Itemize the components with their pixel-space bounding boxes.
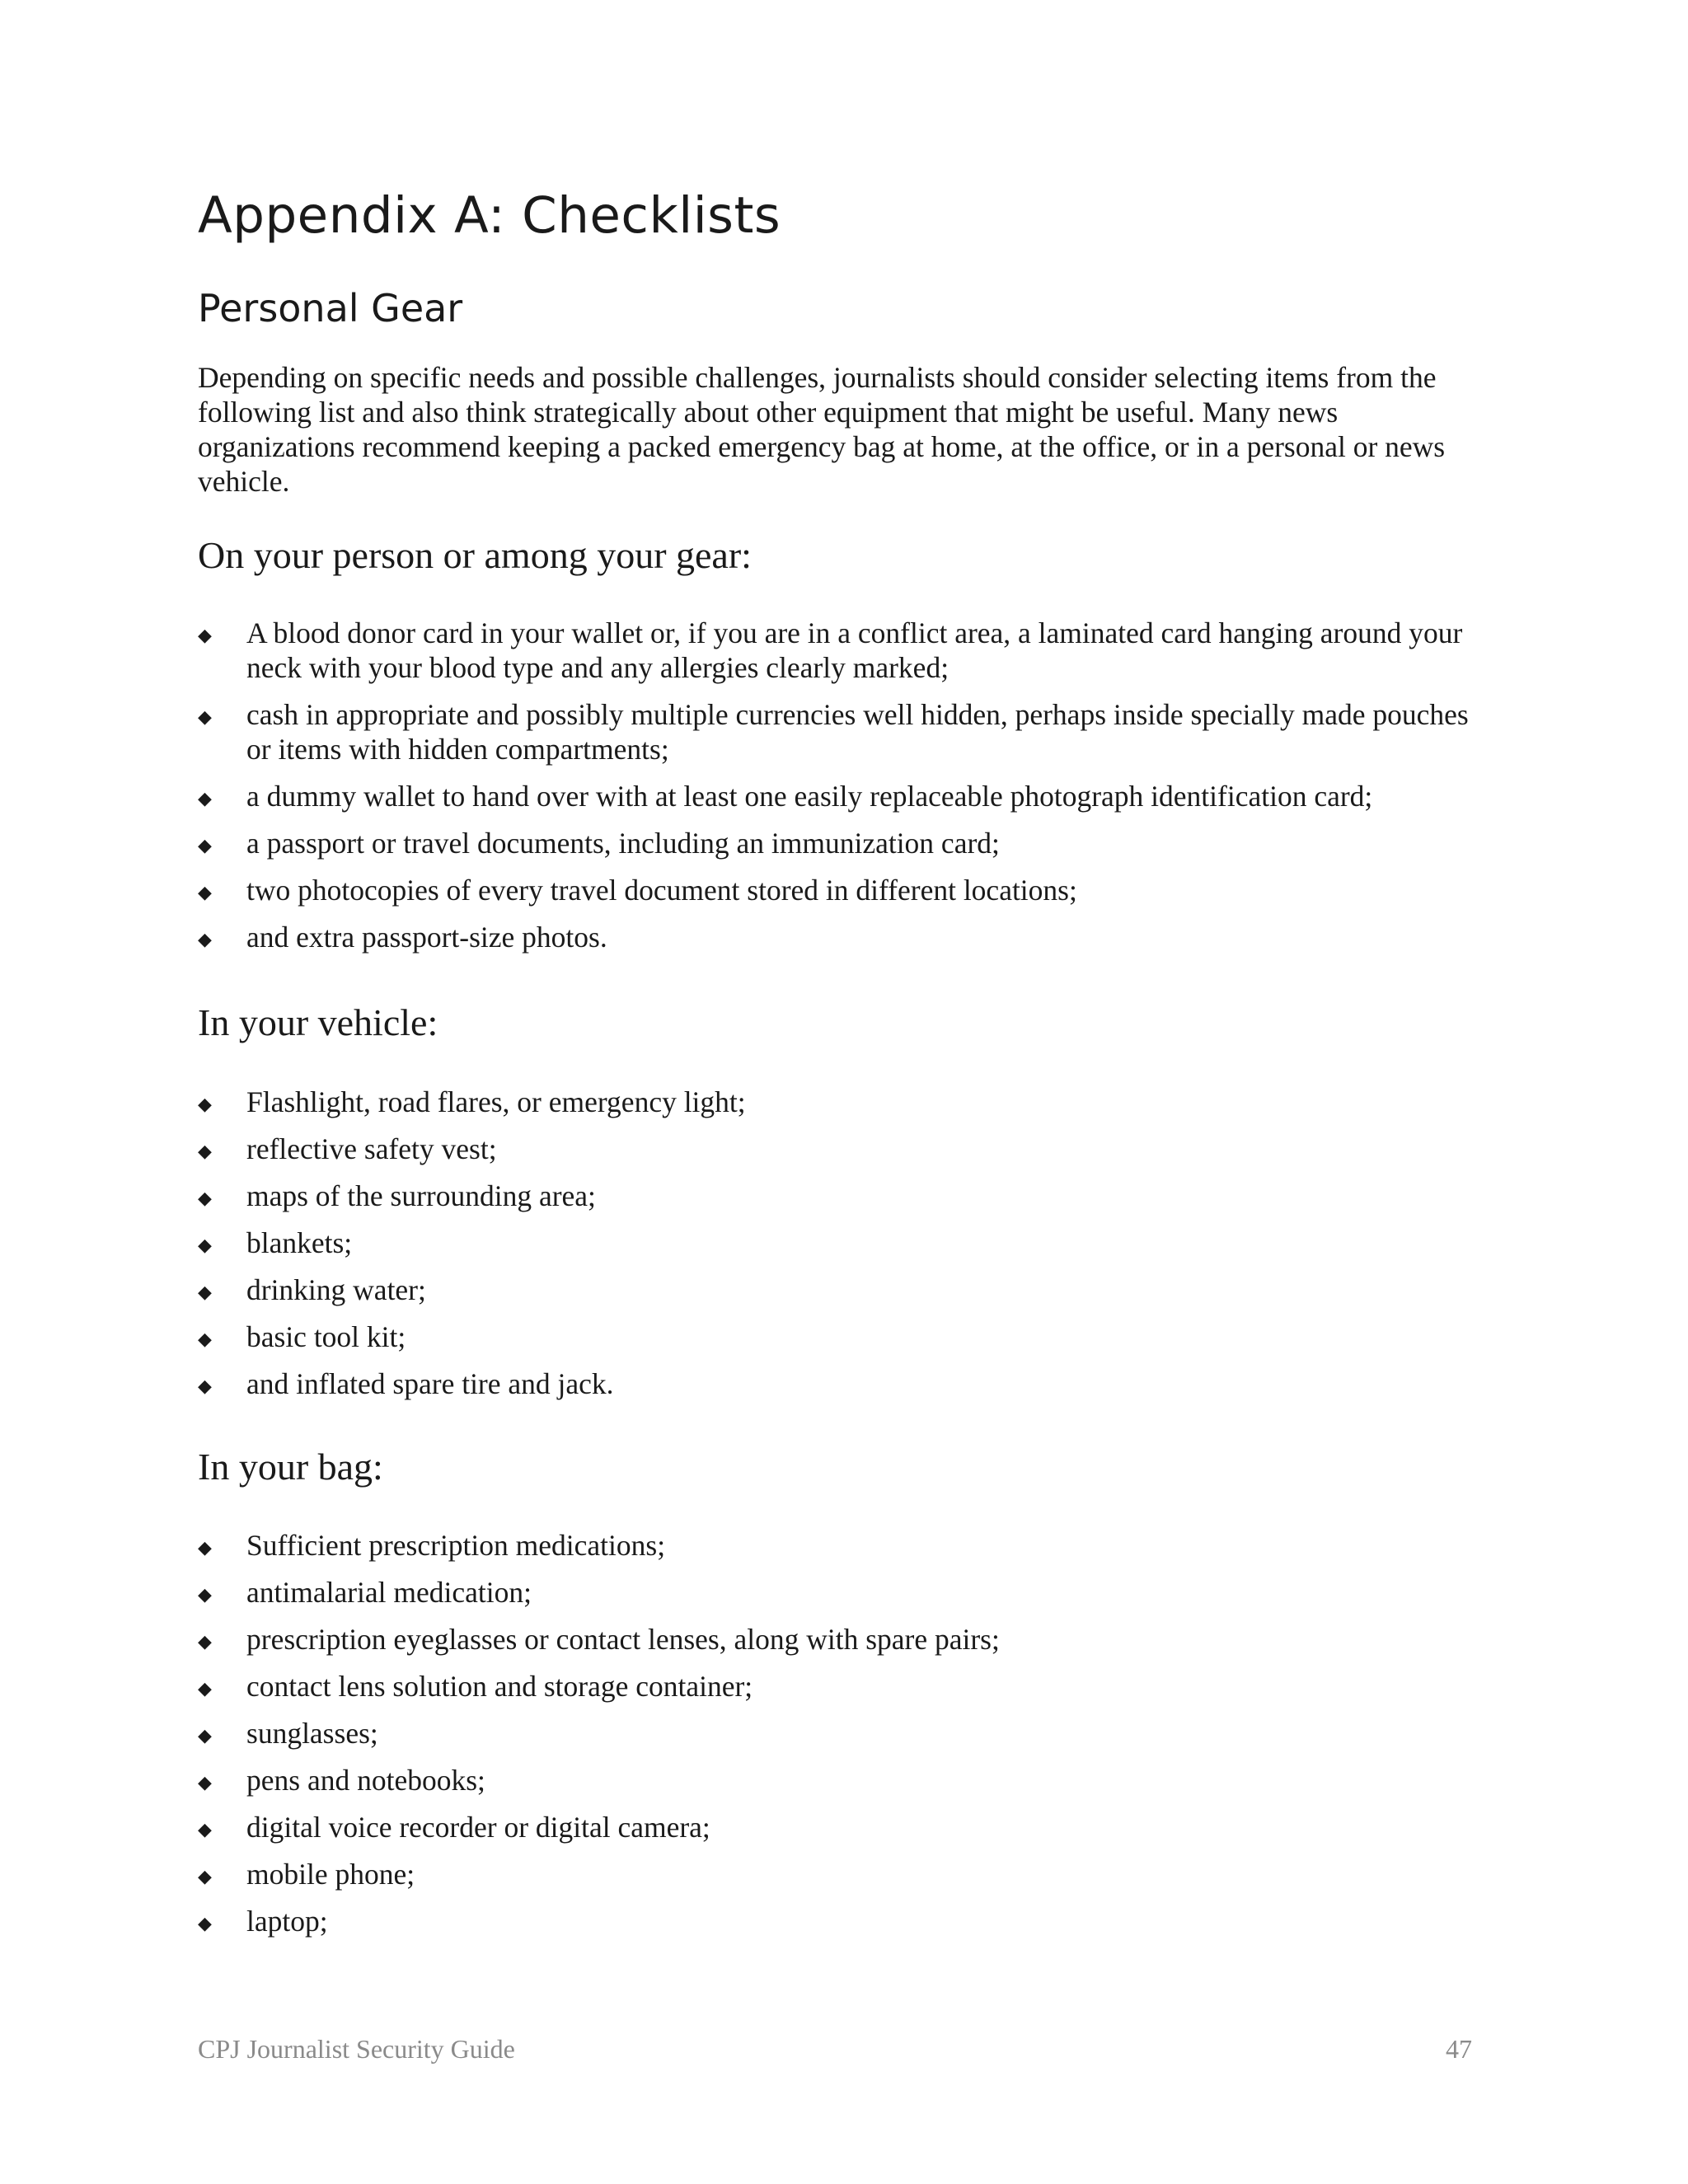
list-item [198,1763,1484,1797]
list-item-text: maps of the surrounding area; [246,1179,596,1212]
list-item [198,1810,1484,1844]
list-item-text: Sufficient prescription medications; [246,1529,666,1562]
footer-guide-title: CPJ Journalist Security Guide [198,2034,515,2064]
list-item-text: and extra passport-size photos. [246,921,607,954]
bullet-icon: ◆ [198,1188,212,1208]
list-item [198,826,1484,860]
list-item-text: contact lens solution and storage container; [246,1670,753,1703]
list-item-text: drinking water; [246,1273,426,1306]
footer-page-number: 47 [1446,2034,1472,2064]
list-item-text: and inflated spare tire and jack. [246,1367,614,1400]
subheading-in-your-vehicle: In your vehicle: [198,1001,438,1043]
list-item-text: two photocopies of every travel document stored in different locations; [246,874,1077,907]
list-item [198,1319,1484,1354]
list-item [198,873,1484,907]
intro-paragraph: Depending on specific needs and possible challenges, journalists should consider selecting items from the following list and also think strategically about other equipment that might be useful. Many news organizations recommend keeping a packed emergency bag at home, at the office, or in a personal or news vehicle. [198,361,1446,498]
bullet-icon: ◆ [198,1631,212,1652]
list-item-text: cash in appropriate and possibly multiple currencies well hidden, perhaps inside specially made pouches or items with hidden compartments; [246,698,1469,766]
list-item [198,1716,1484,1750]
bullet-icon: ◆ [198,1584,212,1605]
list-item [198,1226,1484,1260]
bullet-icon: ◆ [198,1282,212,1302]
list-item-text: basic tool kit; [246,1320,406,1353]
bullet-icon: ◆ [198,1094,212,1114]
list-item-text: A blood donor card in your wallet or, if you are in a conflict area, a laminated card hanging around your neck with your blood type and any allergies clearly marked; [246,616,1463,684]
bullet-icon: ◆ [198,788,212,808]
list-item-text: mobile phone; [246,1858,415,1891]
bullet-icon: ◆ [198,929,212,949]
list-item [198,1857,1484,1891]
section-title: Personal Gear [198,286,463,330]
bullet-icon: ◆ [198,835,212,855]
list-item [198,1366,1484,1401]
list-item-text: blankets; [246,1226,353,1259]
list-item-text: digital voice recorder or digital camera; [246,1811,710,1844]
list-item-text: sunglasses; [246,1717,378,1750]
list-item [198,1272,1484,1307]
bullet-icon: ◆ [198,625,212,645]
list-item [198,1132,1484,1166]
subheading-on-your-person: On your person or among your gear: [198,534,752,576]
list-item-text: Flashlight, road flares, or emergency light; [246,1085,746,1118]
list-item [198,616,1484,685]
list-item [198,1904,1484,1938]
list-item-text: a dummy wallet to hand over with at least one easily replaceable photograph identification card; [246,780,1373,813]
list-item [198,920,1484,954]
bullet-icon: ◆ [198,1235,212,1255]
checklist-on-your-person [198,616,1484,967]
bullet-icon: ◆ [198,1819,212,1840]
list-item [198,1179,1484,1213]
list-item-text: prescription eyeglasses or contact lenses, along with spare pairs; [246,1623,1000,1656]
list-item [198,697,1484,766]
bullet-icon: ◆ [198,1913,212,1933]
bullet-icon: ◆ [198,1772,212,1793]
list-item [198,1575,1484,1610]
list-item [198,1622,1484,1657]
list-item [198,779,1484,813]
bullet-icon: ◆ [198,1725,212,1746]
checklist-in-your-bag [198,1528,1484,1951]
bullet-icon: ◆ [198,1866,212,1886]
list-item-text: a passport or travel documents, including an immunization card; [246,827,1000,860]
list-item-text: antimalarial medication; [246,1576,532,1609]
list-item [198,1085,1484,1119]
bullet-icon: ◆ [198,1329,212,1349]
bullet-icon: ◆ [198,706,212,727]
list-item-text: reflective safety vest; [246,1132,497,1165]
bullet-icon: ◆ [198,1141,212,1161]
bullet-icon: ◆ [198,1678,212,1699]
checklist-in-your-vehicle [198,1085,1484,1413]
subheading-in-your-bag: In your bag: [198,1446,383,1488]
page-title: Appendix A: Checklists [198,186,781,245]
list-item-text: pens and notebooks; [246,1764,485,1797]
list-item [198,1669,1484,1704]
bullet-icon: ◆ [198,882,212,902]
bullet-icon: ◆ [198,1537,212,1558]
bullet-icon: ◆ [198,1376,212,1396]
list-item-text: laptop; [246,1905,328,1938]
list-item [198,1528,1484,1563]
